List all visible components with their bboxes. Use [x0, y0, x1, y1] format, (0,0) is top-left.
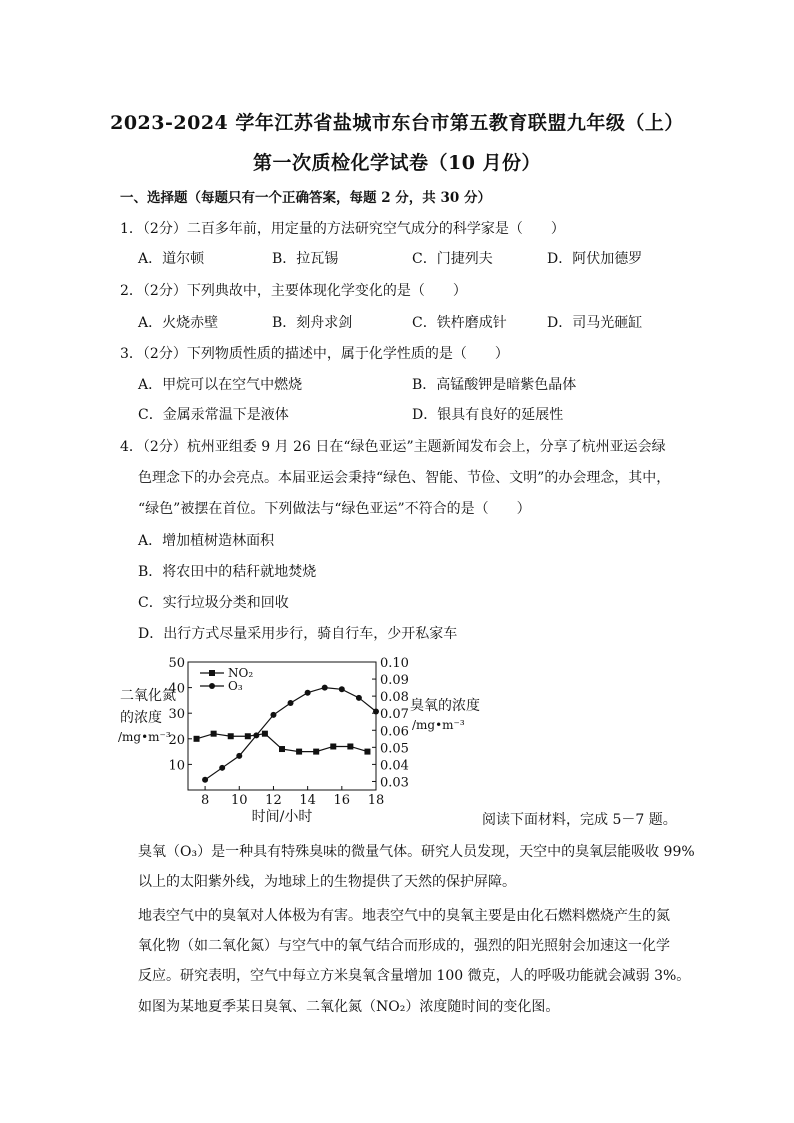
q2-option-c: C．铁杵磨成针 — [412, 315, 507, 331]
q2-option-d: D．司马光砸缸 — [547, 315, 643, 331]
no2-data-point — [211, 731, 217, 737]
plot-frame — [188, 662, 376, 790]
right-tick-label: 0.05 — [380, 741, 409, 757]
x-axis-label: 时间/小时 — [251, 809, 313, 825]
no2-data-point — [347, 743, 353, 749]
x-tick-label: 16 — [333, 793, 351, 808]
no2-data-point — [313, 749, 319, 755]
q3-option-c: C．金属汞常温下是液体 — [138, 407, 289, 423]
left-tick-label: 10 — [168, 758, 185, 774]
q4-option-b: B．将农田中的秸秆就地焚烧 — [138, 564, 317, 580]
q2-option-b: B．刻舟求剑 — [272, 315, 353, 331]
q4-option-c: C．实行垃圾分类和回收 — [138, 595, 289, 611]
x-tick-label: 12 — [265, 793, 282, 808]
no2-data-point — [296, 749, 302, 755]
concentration-chart — [110, 652, 510, 827]
section-heading: 一、选择题（每题只有一个正确答案，每题 2 分，共 30 分） — [120, 190, 491, 206]
q1-option-d: D．阿伏加德罗 — [547, 251, 643, 267]
left-axis-label-line: /mg•m⁻³ — [118, 730, 171, 744]
reading-paragraph-2-line-1: 地表空气中的臭氧对人体极为有害。地表空气中的臭氧主要是由化石燃料燃烧产生的氮 — [138, 908, 670, 924]
legend-square-marker — [209, 670, 215, 676]
left-tick-label: 50 — [168, 656, 185, 671]
o3-data-point — [202, 777, 208, 783]
q1-option-a: A．道尔顿 — [138, 251, 205, 267]
o3-data-point — [253, 732, 259, 738]
right-tick-label: 0.03 — [380, 775, 409, 791]
right-tick-label: 0.04 — [380, 758, 409, 774]
o3-data-point — [322, 685, 328, 691]
x-tick-label: 8 — [200, 793, 210, 808]
document-title-line-1: 2023-2024 学年江苏省盐城市东台市第五教育联盟九年级（上） — [110, 112, 684, 134]
reading-prompt: 阅读下面材料，完成 5－7 题。 — [482, 812, 677, 828]
q4-option-a: A．增加植树造林面积 — [138, 533, 275, 549]
q3-option-d: D．银具有良好的延展性 — [412, 407, 564, 423]
document-title-line-2: 第一次质检化学试卷（10 月份） — [252, 152, 542, 174]
legend-label: O₃ — [228, 679, 243, 693]
right-tick-label: 0.10 — [380, 656, 409, 671]
o3-data-point — [339, 686, 345, 692]
o3-data-point — [288, 700, 294, 706]
question-4-stem-line-3: “绿色”被摆在首位。下列做法与“绿色亚运”不符合的是（ ） — [138, 501, 531, 517]
o3-data-point — [219, 765, 225, 771]
x-tick-label: 14 — [299, 793, 316, 808]
q1-option-b: B．拉瓦锡 — [272, 251, 339, 267]
left-axis-label-line: 的浓度 — [120, 710, 162, 726]
no2-data-point — [279, 746, 285, 752]
left-tick-label: 40 — [168, 681, 185, 697]
q3-option-a: A．甲烷可以在空气中燃烧 — [138, 377, 303, 393]
no2-data-point — [364, 749, 370, 755]
no2-data-point — [194, 736, 200, 742]
o3-data-point — [356, 695, 362, 701]
no2-data-point — [262, 731, 268, 737]
o3-data-point — [305, 690, 311, 696]
o3-data-point — [236, 753, 242, 759]
o3-data-point — [373, 708, 379, 714]
right-tick-label: 0.06 — [380, 724, 409, 740]
legend-label: NO₂ — [228, 666, 254, 680]
question-1-stem: 1．（2分）二百多年前，用定量的方法研究空气成分的科学家是（ ） — [120, 221, 565, 237]
left-tick-label: 20 — [168, 732, 185, 748]
o3-data-point — [270, 712, 276, 718]
right-tick-label: 0.07 — [380, 707, 409, 723]
reading-paragraph-1-line-1: 臭氧（O₃）是一种具有特殊臭味的微量气体。研究人员发现，天空中的臭氧层能吸收 99% — [138, 844, 695, 860]
legend-circle-marker — [209, 683, 215, 689]
q4-option-d: D．出行方式尽量采用步行，骑自行车，少开私家车 — [138, 626, 458, 642]
no2-data-point — [330, 743, 336, 749]
x-tick-label: 18 — [367, 793, 385, 808]
right-axis-label-line: 臭氧的浓度 — [410, 698, 480, 714]
question-3-stem: 3．（2分）下列物质性质的描述中，属于化学性质的是（ ） — [120, 346, 509, 362]
question-4-stem-line-1: 4．（2分）杭州亚组委 9 月 26 日在“绿色亚运”主题新闻发布会上，分享了杭州亚运会绿 — [120, 439, 666, 455]
no2-data-point — [245, 733, 251, 739]
no2-data-point — [228, 733, 234, 739]
reading-paragraph-2-line-4: 如图为某地夏季某日臭氧、二氧化氮（NO₂）浓度随时间的变化图。 — [138, 999, 560, 1015]
reading-paragraph-2-line-2: 氧化物（如二氧化氮）与空气中的氧气结合而形成的，强烈的阳光照射会加速这一化学 — [138, 938, 670, 954]
q1-option-c: C．门捷列夫 — [412, 251, 493, 267]
q3-option-b: B．高锰酸钾是暗紫色晶体 — [412, 377, 577, 393]
right-tick-label: 0.09 — [380, 673, 409, 689]
x-tick-label: 10 — [230, 793, 248, 808]
question-4-stem-line-2: 色理念下的办会亮点。本届亚运会秉持“绿色、智能、节俭、文明”的办会理念，其中， — [138, 470, 671, 486]
left-axis-label-line: 二氧化氮 — [120, 688, 176, 704]
q2-option-a: A．火烧赤壁 — [138, 315, 219, 331]
left-tick-label: 30 — [168, 707, 185, 723]
right-tick-label: 0.08 — [380, 690, 409, 706]
right-axis-label-line: /mg•m⁻³ — [412, 718, 465, 732]
question-2-stem: 2．（2分）下列典故中，主要体现化学变化的是（ ） — [120, 283, 467, 299]
reading-paragraph-1-line-2: 以上的太阳紫外线，为地球上的生物提供了天然的保护屏障。 — [138, 874, 516, 890]
reading-paragraph-2-line-3: 反应。研究表明，空气中每立方米臭氧含量增加 100 微克，人的呼吸功能就会减弱 3%。 — [138, 968, 691, 984]
